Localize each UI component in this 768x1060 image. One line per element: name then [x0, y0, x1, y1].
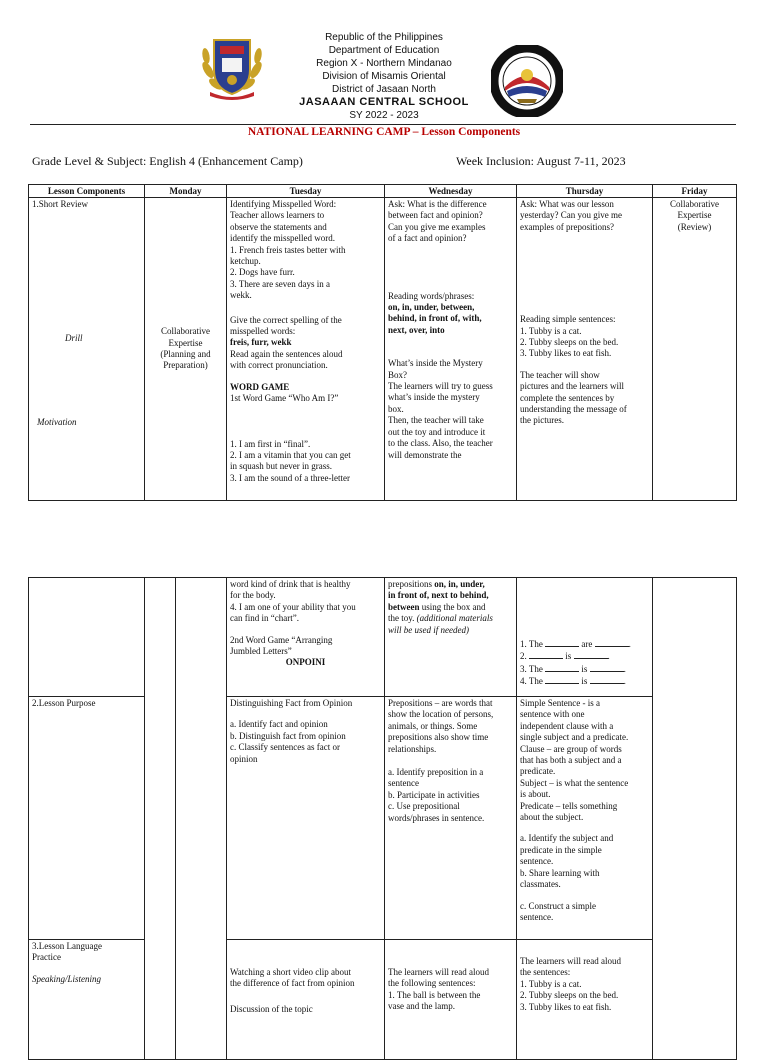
thursday-pictures: The teacher will show pictures and the learners will complete the sentences by understanding the message of the pictures. — [520, 369, 627, 426]
thursday-read-aloud: The learners will read aloud the sentences: 1. Tubby is a cat. 2. Tubby sleeps on the bed. 3. Tubby likes to eat fish. — [520, 956, 621, 1012]
speaking-listening-label: Speaking/Listening — [32, 973, 101, 984]
table-header-row — [29, 185, 737, 198]
tuesday-misspelled-words: freis, furr, wekk — [230, 337, 292, 348]
table-row — [29, 578, 737, 697]
wednesday-prepositions-definition: Prepositions – are words that show the location of persons, animals, or things. Some prepositions also show time relationships. — [388, 698, 494, 754]
lesson-table-top — [28, 184, 737, 501]
cell-wednesday — [385, 940, 517, 1060]
cell-tuesday — [227, 578, 385, 697]
cell-tuesday — [227, 697, 385, 940]
lesson-purpose-label: 2.Lesson Purpose — [32, 698, 96, 708]
cell-component — [29, 697, 145, 940]
cell-wednesday — [385, 697, 517, 940]
wednesday-reading-words: on, in, under, between, behind, in front of, with, next, over, into — [388, 302, 482, 335]
tuesday-word-game-2: 2nd Word Game “Arranging Jumbled Letters” — [230, 634, 333, 657]
cell-wednesday — [385, 198, 517, 501]
cell-monday — [145, 198, 227, 501]
thursday-ask: Ask: What was our lesson yesterday? Can you give me examples of prepositions? — [520, 199, 622, 232]
cell-component — [29, 940, 145, 1060]
header-friday: Friday — [653, 185, 737, 198]
wednesday-objectives: a. Identify preposition in a sentence b. Participate in activities c. Use prepositional words/phrases in sentence. — [388, 767, 485, 823]
header-lesson-components: Lesson Components — [29, 185, 145, 198]
thursday-objectives: a. Identify the subject and predicate in the simple sentence. b. Share learning with classmates. — [520, 833, 614, 890]
wednesday-additional-materials: (additional materials will be used if needed) — [388, 613, 493, 635]
table-row — [29, 697, 737, 940]
cell-component — [29, 198, 145, 501]
monday-text: Collaborative Expertise (Planning and Preparation) — [160, 326, 211, 371]
cell-tuesday — [227, 940, 385, 1060]
header-wednesday: Wednesday — [385, 185, 517, 198]
thursday-reading: Reading simple sentences: 1. Tubby is a cat. 2. Tubby sleeps on the bed. 3. Tubby likes to eat fish. — [520, 314, 619, 359]
cell-thursday — [517, 198, 653, 501]
wednesday-reading-label: Reading words/phrases: — [388, 290, 475, 301]
header-divider — [30, 124, 736, 125]
cell-friday — [653, 578, 737, 1060]
thursday-blank-1: 1. The are . — [520, 639, 631, 649]
tuesday-correct-spelling: Give the correct spelling of the misspelled words: — [230, 314, 342, 337]
tuesday-objectives: a. Identify fact and opinion b. Distinguish fact from opinion c. Classify sentences as fact or opinion — [230, 719, 346, 764]
cell-monday-b — [176, 578, 227, 1060]
wednesday-read-aloud: The learners will read aloud the following sentences: 1. The ball is between the vase and the lamp. — [388, 967, 489, 1012]
motivation-label: Motivation — [37, 417, 77, 427]
cell-tuesday — [227, 198, 385, 501]
cell-thursday — [517, 940, 653, 1060]
wednesday-ask: Ask: What is the difference between fact and opinion? Can you give me examples of a fact and opinion? — [388, 199, 487, 244]
friday-text: Collaborative Expertise (Review) — [670, 199, 719, 232]
tuesday-video-clip: Watching a short video clip about the difference of fact from opinion — [230, 967, 355, 989]
header-department: Department of Education — [328, 45, 440, 56]
tuesday-word-game: WORD GAME — [230, 381, 290, 392]
header-tuesday: Tuesday — [227, 185, 385, 198]
header-republic: Republic of the Philippines — [325, 32, 443, 43]
short-review-label: 1.Short Review — [32, 199, 88, 209]
wednesday-mystery-box: What’s inside the Mystery Box? The learners will try to guess what’s inside the mystery box. Then, the teacher will take out the toy and introduce it to the class. Also, the teacher will demonstrate the — [388, 358, 493, 460]
header-school-year: SY 2022 - 2023 — [349, 110, 419, 121]
cell-friday — [653, 198, 737, 501]
camp-title: NATIONAL LEARNING CAMP – Lesson Components — [247, 126, 521, 138]
week-inclusion-label: Week Inclusion: August 7-11, 2023 — [456, 154, 626, 168]
cell-monday-a — [145, 578, 176, 1060]
table-row — [29, 940, 737, 1060]
thursday-blank-4: 4. The is . — [520, 676, 626, 687]
wednesday-prepositions-post: using the box and the toy. — [388, 601, 486, 624]
table-row — [29, 198, 737, 501]
thursday-blank-3: 3. The is . — [520, 663, 626, 674]
cell-thursday — [517, 578, 653, 697]
header-thursday: Thursday — [517, 185, 653, 198]
wednesday-prepositions-bold: on, in, under, in front of, next to behind, between — [388, 579, 489, 612]
header-region: Region X - Northern Mindanao — [316, 58, 452, 69]
tuesday-read-aloud: Read again the sentences aloud with correct pronunciation. — [230, 348, 343, 371]
lesson-language-practice-label: 3.Lesson Language Practice — [32, 941, 102, 963]
tuesday-discussion: Discussion of the topic — [230, 1003, 313, 1014]
tuesday-riddles: 1. I am first in “final”. 2. I am a vitamin that you can get in squash but never in grass. 3. I am the sound of a three-letter — [230, 438, 351, 483]
grade-subject-label: Grade Level & Subject: English 4 (Enhancement Camp) — [32, 154, 303, 168]
cell-wednesday — [385, 578, 517, 697]
tuesday-purpose-title: Distinguishing Fact from Opinion — [230, 698, 353, 708]
drill-label: Drill — [65, 333, 83, 343]
cell-component — [29, 578, 145, 697]
header-school-name: JASAAAN CENTRAL SCHOOL — [299, 96, 469, 108]
thursday-objective-c: c. Construct a simple sentence. — [520, 900, 596, 922]
wednesday-prepositions-pre: prepositions — [388, 579, 435, 589]
lesson-table-bottom — [28, 577, 737, 1060]
thursday-blank-2: 2. is . — [520, 651, 610, 662]
tuesday-riddles-cont: word kind of drink that is healthy for the body. 4. I am one of your ability that you can find in “chart”. — [230, 579, 356, 624]
tuesday-jumbled-word: ONPOINI — [285, 657, 326, 668]
tuesday-misspelled: Identifying Misspelled Word: Teacher allows learners to observe the statements and identify the misspelled word. 1. French freis tastes better with ketchup. 2. Dogs have furr. 3. There are seven days in a wekk. — [230, 199, 346, 301]
cell-thursday — [517, 697, 653, 940]
tuesday-word-game-1: 1st Word Game “Who Am I?” — [230, 393, 339, 404]
header-district: District of Jasaan North — [332, 84, 436, 95]
header-monday: Monday — [145, 185, 227, 198]
thursday-definitions: Simple Sentence - is a sentence with one independent clause with a single subject and a predicate. Clause – are group of words that has both a subject and a predicate. Subject – is what the sentence is about. Predicate – tells something about the subject. — [520, 698, 629, 823]
header-division: Division of Misamis Oriental — [322, 71, 446, 82]
